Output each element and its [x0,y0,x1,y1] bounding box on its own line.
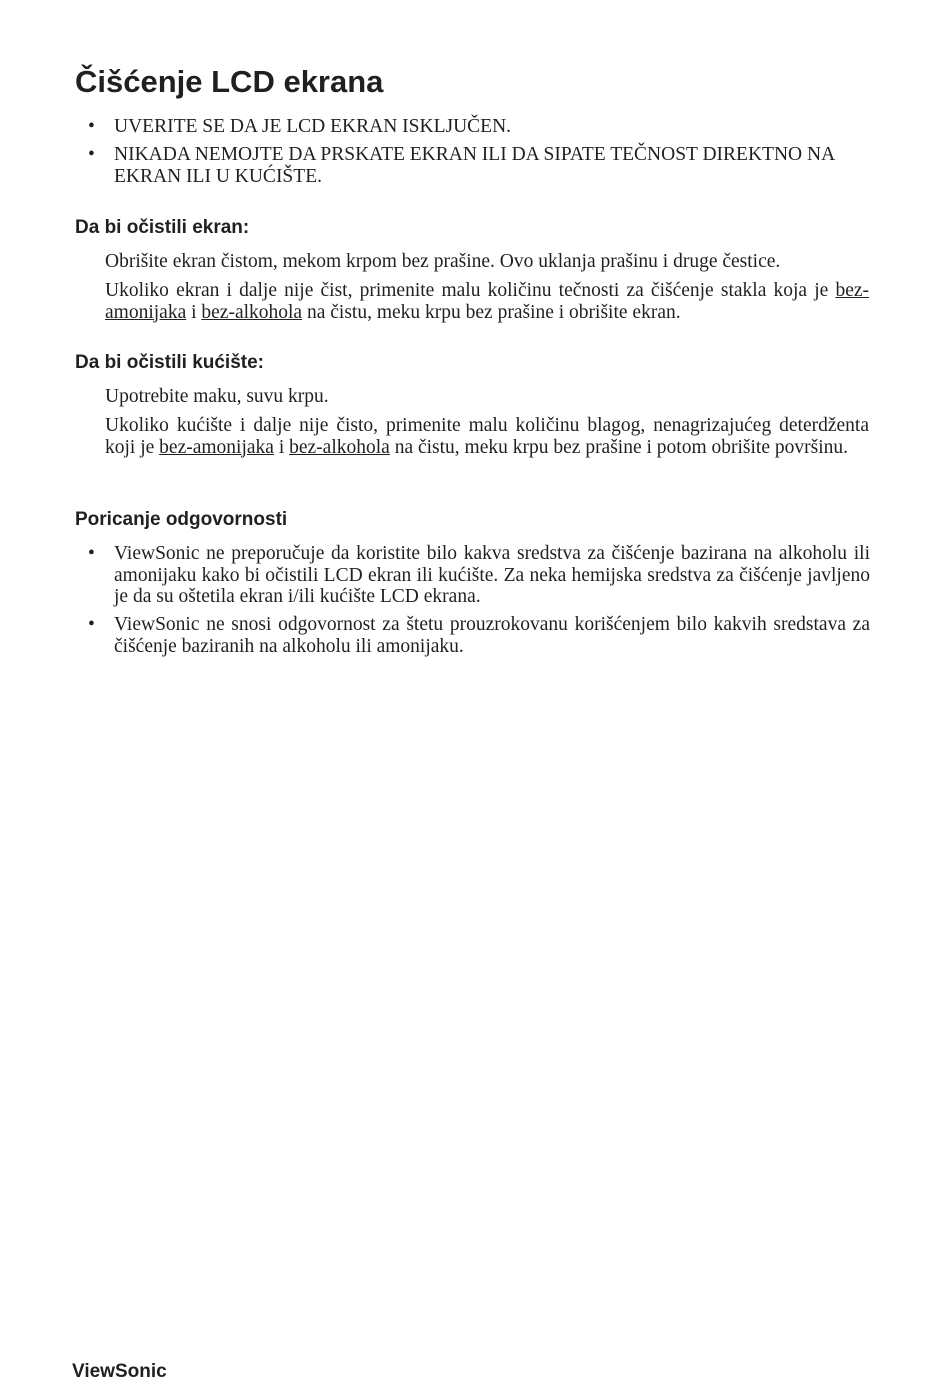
screen-section-heading: Da bi očistili ekran: [75,217,250,238]
list-item [88,144,870,187]
disclaimer-heading: Poricanje odgovornosti [75,509,288,530]
paragraph-text: na čistu, meku krpu bez prašine i obrišite ekran. [302,301,681,323]
underlined-term: bez-alkohola [289,436,390,458]
list-item [88,614,870,657]
warning-text: NIKADA NEMOJTE DA PRSKATE EKRAN ILI DA SIPATE TEČNOST DIREKTNO NA EKRAN ILI U KUĆIŠTE. [114,144,835,187]
case-section-heading: Da bi očistili kućište: [75,352,264,373]
screen-paragraph-1: Obrišite ekran čistom, mekom krpom bez prašine. Ovo uklanja prašinu i druge čestice. [105,251,781,272]
warning-list [88,116,870,194]
page-title: Čišćenje LCD ekrana [75,64,384,99]
paragraph-text: na čistu, meku krpu bez prašine i potom obrišite površinu. [389,436,848,458]
bullet-icon: • [88,144,95,165]
case-paragraph-2 [105,415,869,458]
paragraph-text: Ukoliko ekran i dalje nije čist, primenite malu količinu tečnosti za čišćenje stakla koja je [105,280,836,301]
paragraph-text: i [273,436,290,458]
underlined-term: bez-amonijaka [159,436,274,458]
screen-paragraph-2 [105,280,869,323]
bullet-icon: • [88,116,95,137]
underlined-term: bez-alkohola [201,301,303,323]
disclaimer-list [88,543,870,664]
bullet-icon: • [88,543,95,564]
case-paragraph-1: Upotrebite maku, suvu krpu. [105,386,329,407]
disclaimer-text: ViewSonic ne preporučuje da koristite bilo kakva sredstva za čišćenje bazirana na alkoholu ili amonijaku kako bi očistili LCD ekran ili kućište. Za neka hemijska sredstva za čišćenje javljeno je da su oštetila ekran i/ili kućište LCD ekrana. [114,543,870,607]
disclaimer-text: ViewSonic ne snosi odgovornost za štetu prouzrokovanu korišćenjem bilo kakvih sredstava za čišćenje baziranih na alkoholu ili amonijaku. [114,614,870,657]
paragraph-text: Ukoliko kućište i dalje nije čisto, primenite malu količinu blagog, nenagrizajućeg deterdženta koji je [105,415,869,458]
underlined-term: bez-amonijaka [105,280,869,323]
paragraph-text: i [186,301,202,323]
warning-text: UVERITE SE DA JE LCD EKRAN ISKLJUČEN. [114,116,512,137]
bullet-icon: • [88,614,95,635]
footer-brand: ViewSonic [72,1361,167,1382]
list-item [88,116,870,138]
list-item [88,543,870,608]
